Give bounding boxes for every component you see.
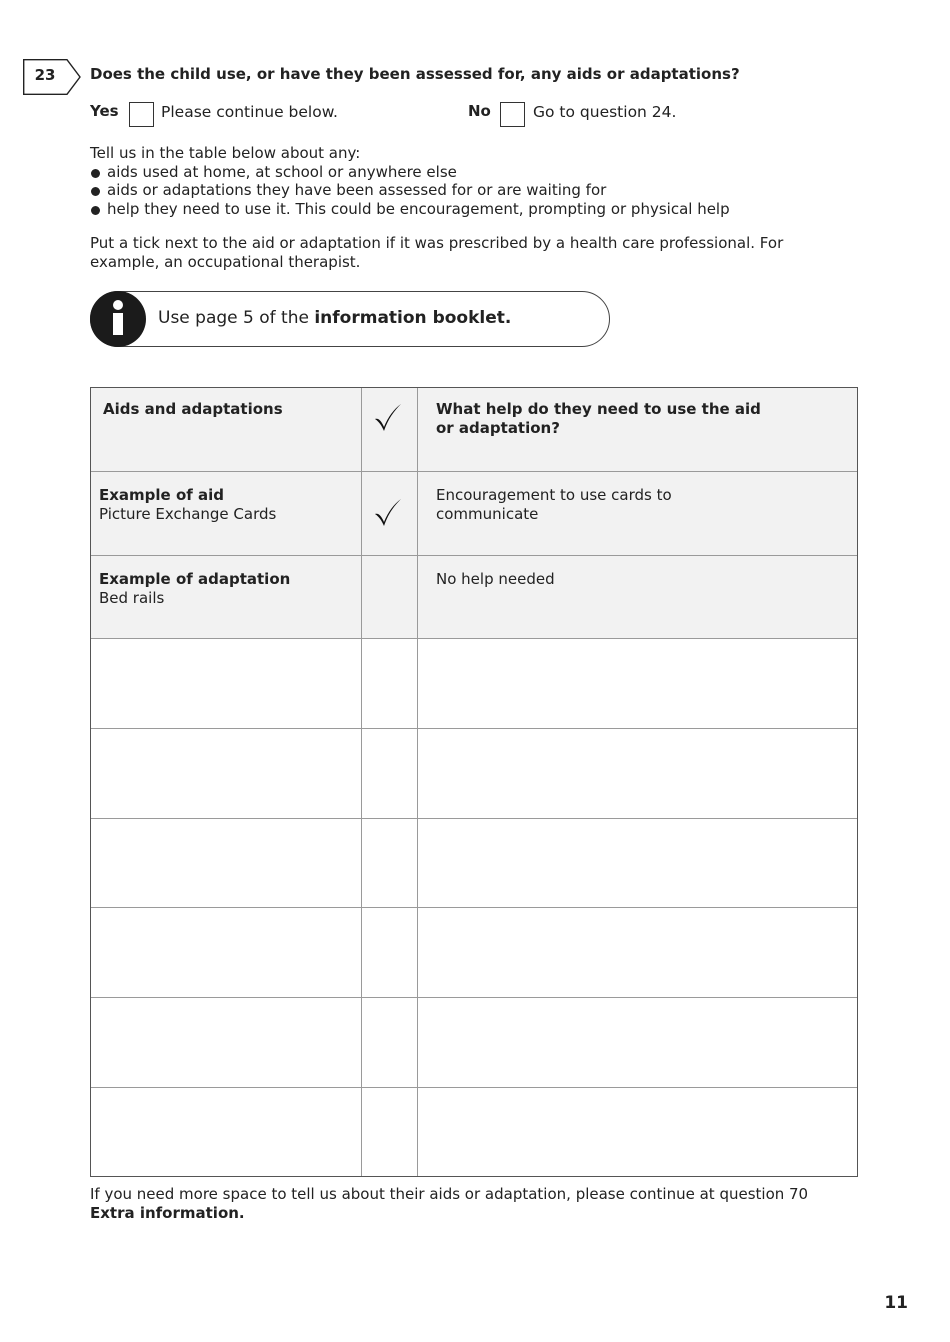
header-help: What help do they need to use the aid or adaptation? [436,400,761,437]
bullet-item: help they need to use it. This could be encouragement, prompting or physical help [90,200,850,219]
bullet-item: aids or adaptations they have been assessed for or are waiting for [90,181,850,200]
example-aid-title: Example of aid [99,486,225,504]
table-row-empty[interactable] [91,728,857,818]
example-adaptation-title: Example of adaptation [99,570,291,588]
table-row-empty[interactable] [91,907,857,997]
info-icon [90,291,146,347]
column-divider [417,388,418,1176]
table-header-row [91,388,857,471]
info-booklet-link: information booklet. [314,308,512,328]
table-row-example-adaptation [91,555,857,638]
tick-icon [373,497,403,527]
tick-icon [373,402,403,432]
no-instruction: Go to question 24. [533,103,677,121]
example-aid-value: Picture Exchange Cards [99,504,277,523]
table-row-empty[interactable] [91,997,857,1087]
question-number-tag [23,59,81,95]
table-row-example-aid [91,471,857,555]
info-text: Use page 5 of the information booklet. [158,308,512,328]
example-aid-help: Encouragement to use cards to communicate [436,486,672,523]
aids-table [90,387,858,1177]
intro-bullet-list [90,163,850,219]
bullet-item: aids used at home, at school or anywhere else [90,163,850,182]
column-divider [361,388,362,1176]
intro-lead: Tell us in the table below about any: [90,144,361,162]
no-label: No [468,102,491,120]
yes-instruction: Please continue below. [161,103,338,121]
table-row-empty[interactable] [91,1087,857,1176]
tick-instruction: Put a tick next to the aid or adaptation if it was prescribed by a health care professional. For example, an occupational therapist. [90,234,784,271]
footer-note: If you need more space to tell us about their aids or adaptation, please continue at question 70 Extra information. [90,1185,809,1222]
question-number: 23 [34,66,56,84]
intro-section [90,144,850,218]
example-adaptation-help: No help needed [436,570,555,588]
question-text: Does the child use, or have they been assessed for, any aids or adaptations? [90,65,740,83]
no-checkbox[interactable] [500,102,525,127]
table-row-empty[interactable] [91,638,857,728]
yes-label: Yes [90,102,119,120]
extra-information-ref: Extra information. [90,1203,245,1222]
table-row-empty[interactable] [91,818,857,907]
info-box [90,291,610,347]
header-aids: Aids and adaptations [103,400,283,418]
page-number: 11 [884,1293,908,1313]
yes-checkbox[interactable] [129,102,154,127]
example-adaptation-value: Bed rails [99,588,165,607]
